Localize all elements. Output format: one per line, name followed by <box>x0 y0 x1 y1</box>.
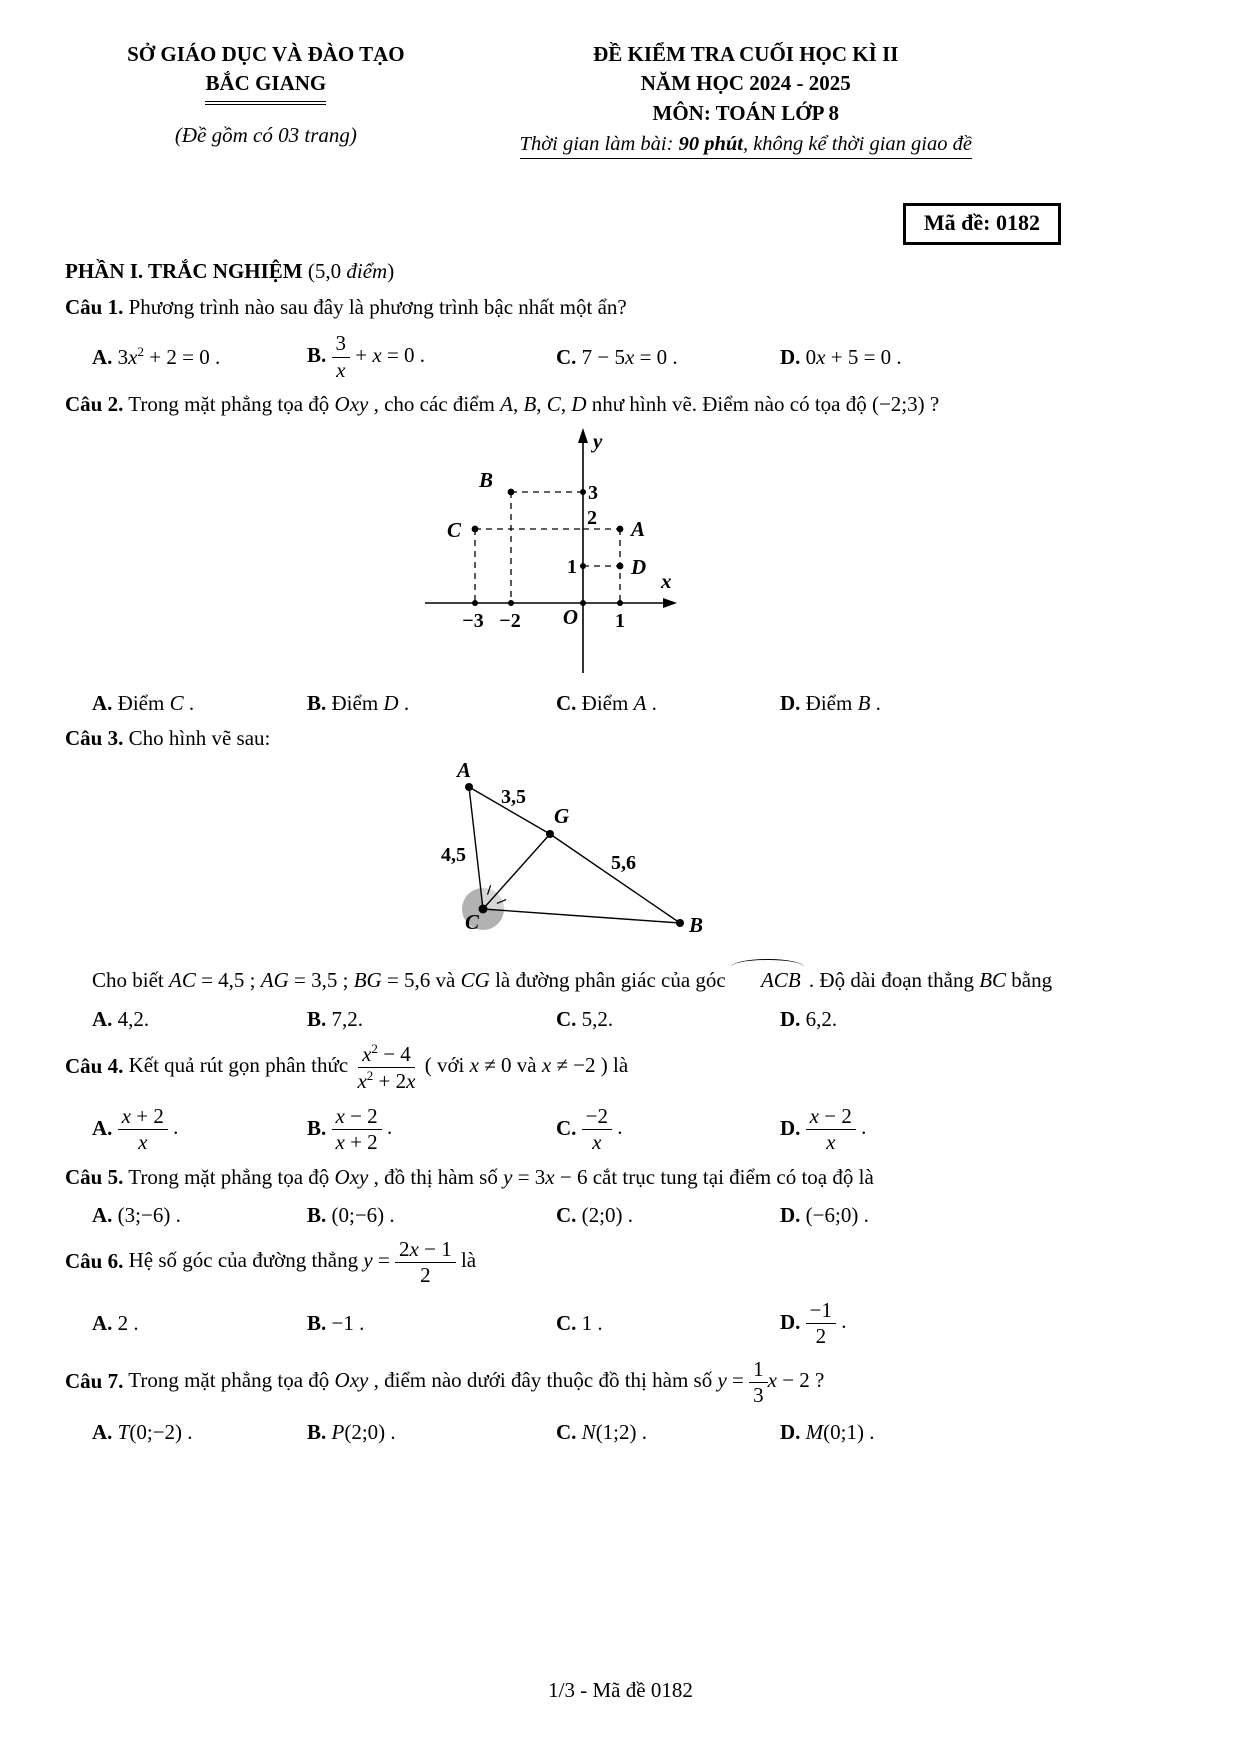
option-formula: $\frac{x - 2}{x}$ . <box>806 1115 867 1139</box>
question-4-options <box>65 1103 1181 1157</box>
question-5 <box>65 1162 1181 1231</box>
time-note: Thời gian làm bài: 90 phút, không kể thời gian giao đề <box>520 133 972 159</box>
option-text: 6,2. <box>805 1007 838 1032</box>
option-formula: −1 . <box>331 1311 365 1336</box>
option-formula: 7 − 5x = 0 . <box>581 344 678 369</box>
option-formula: $\frac{-1}{2}$ . <box>806 1309 847 1333</box>
option-letter: B. <box>307 1203 327 1228</box>
option-formula: 1 . <box>581 1311 603 1336</box>
triangle-svg <box>437 759 737 944</box>
question-6-options <box>65 1297 1181 1351</box>
triangle-figure <box>437 759 1181 950</box>
vertex-c-label: C <box>465 909 480 934</box>
question-1-label: Câu 1. <box>65 294 124 319</box>
question-4-label: Câu 4. <box>65 1053 124 1078</box>
length-ac-label: 4,5 <box>441 843 466 866</box>
option-letter: D. <box>780 1115 801 1140</box>
option-letter: D. <box>780 1419 801 1444</box>
question-2-option-d <box>780 688 1181 718</box>
option-text: (−6;0) . <box>805 1203 869 1228</box>
question-3 <box>65 723 1181 1035</box>
tick-x1-dot <box>617 600 623 606</box>
dashed-guides <box>475 492 620 603</box>
vertex-g-label: G <box>554 803 570 828</box>
question-7-option-a <box>92 1417 307 1447</box>
point-a-label: A <box>631 516 646 541</box>
option-letter: A. <box>92 344 113 369</box>
question-2-option-a <box>92 688 307 718</box>
department-line2: BẮC GIANG <box>205 69 326 104</box>
edge-gb <box>550 834 680 923</box>
option-letter: C. <box>556 1007 577 1032</box>
part1-title-text: PHẦN I. TRẮC NGHIỆM <box>65 259 303 284</box>
question-3-option-a <box>92 1004 307 1034</box>
option-letter: C. <box>556 1419 577 1444</box>
option-letter: D. <box>780 690 801 715</box>
option-letter: D. <box>780 1007 801 1032</box>
header-right <box>467 40 1025 159</box>
tick-xneg3-label: −3 <box>462 609 484 632</box>
point-a-dot <box>617 525 624 532</box>
question-4-option-a <box>92 1103 307 1157</box>
length-ag-label: 3,5 <box>501 785 526 808</box>
part1-points: (5,0 điểm) <box>307 259 395 284</box>
option-text: (0;−6) . <box>331 1203 395 1228</box>
question-3-option-b <box>307 1004 556 1034</box>
question-4 <box>65 1040 1181 1157</box>
option-letter: A. <box>92 1203 113 1228</box>
option-formula: $\frac{3}{x}$ + x = 0 . <box>332 343 426 367</box>
question-7-text: Trong mặt phẳng tọa độ Oxy , điểm nào dưới đây thuộc đồ thị hàm số y = $\frac{1}{3}$ x − 2 ? <box>128 1356 825 1408</box>
question-4-text: Kết quả rút gọn phân thức $\frac{x^2 - 4}{x^2 + 2x}$ ( với x ≠ 0 và x ≠ −2 ) là <box>128 1040 629 1094</box>
option-formula: $\frac{-2}{x}$ . <box>582 1115 623 1139</box>
pages-note: (Đề gồm có 03 trang) <box>174 122 357 147</box>
option-letter: B. <box>307 1115 327 1140</box>
option-text: T(0;−2) . <box>117 1419 193 1444</box>
question-3-given: Cho biết AC = 4,5 ; AG = 3,5 ; BG = 5,6 và CG là đường phân giác của góc ACB . Độ dài đoạn thẳng BC bằng <box>65 962 1181 998</box>
point-c-label: C <box>446 517 461 542</box>
point-b-label: B <box>478 467 493 492</box>
question-2 <box>65 389 1181 718</box>
question-5-option-c <box>556 1200 780 1230</box>
edge-cb <box>483 909 680 923</box>
question-7-options <box>65 1417 1181 1447</box>
question-2-options <box>65 688 1181 718</box>
exam-title-line3: MÔN: TOÁN LỚP 8 <box>652 100 839 125</box>
point-b-dot <box>508 488 515 495</box>
option-formula: $\frac{x - 2}{x + 2}$ . <box>332 1115 393 1139</box>
tick-y1-label: 1 <box>567 555 577 578</box>
question-6-option-c <box>556 1308 780 1338</box>
option-text: P(2;0) . <box>331 1419 396 1444</box>
option-letter: A. <box>92 1007 113 1032</box>
tick-y3-dot <box>580 489 586 495</box>
exam-title-line1: ĐỀ KIỂM TRA CUỐI HỌC KÌ II <box>593 42 899 66</box>
question-5-label: Câu 5. <box>65 1164 124 1189</box>
header-left <box>65 40 467 159</box>
length-gb-label: 5,6 <box>611 851 636 874</box>
tick-y3-label: 3 <box>588 481 598 504</box>
option-text: M(0;1) . <box>805 1419 875 1444</box>
department-line1: SỞ GIÁO DỤC VÀ ĐÀO TẠO <box>127 42 405 66</box>
question-1-option-b <box>307 330 556 384</box>
option-letter: B. <box>307 342 327 367</box>
question-1-options <box>65 330 1181 384</box>
x-axis-label: x <box>661 568 672 593</box>
option-text: Điểm D . <box>331 690 410 715</box>
question-7-option-b <box>307 1417 556 1447</box>
tick-xneg2-label: −2 <box>499 609 521 632</box>
option-letter: B. <box>307 1007 327 1032</box>
question-2-text: Trong mặt phẳng tọa độ Oxy , cho các điểm A, B, C, D như hình vẽ. Điểm nào có tọa độ (−2;3) ? <box>128 392 940 417</box>
question-6-text: Hệ số góc của đường thẳng y = $\frac{2x - 1}{2}$ là <box>128 1236 477 1288</box>
coordinate-plane-figure <box>423 425 1181 681</box>
edge-cg <box>483 834 550 909</box>
question-2-option-b <box>307 688 556 718</box>
question-3-option-c <box>556 1004 780 1034</box>
vertex-b-label: B <box>689 912 704 937</box>
option-text: (3;−6) . <box>117 1203 181 1228</box>
question-1-option-d <box>780 342 1181 372</box>
question-1-option-a <box>92 342 307 372</box>
question-1 <box>65 292 1181 385</box>
option-formula: 2 . <box>117 1311 139 1336</box>
question-3-text: Cho hình vẽ sau: <box>128 726 271 751</box>
option-formula: $\frac{x + 2}{x}$ . <box>118 1115 179 1139</box>
question-7-option-d <box>780 1417 1181 1447</box>
vertex-a-label: A <box>457 758 472 782</box>
page-footer: 1/3 - Mã đề 0182 <box>548 1678 693 1702</box>
vertex-c-dot <box>479 904 488 913</box>
vertex-g-dot <box>546 830 554 838</box>
question-7 <box>65 1356 1181 1447</box>
exam-code-wrap <box>65 203 1181 245</box>
coordinate-plane-svg <box>423 425 685 675</box>
option-letter: C. <box>556 1203 577 1228</box>
question-5-text: Trong mặt phẳng tọa độ Oxy , đồ thị hàm số y = 3x − 6 cắt trục tung tại điểm có toạ độ là <box>128 1164 874 1189</box>
tick-xneg2-dot <box>508 600 514 606</box>
question-6-label: Câu 6. <box>65 1248 124 1273</box>
header <box>65 40 1181 159</box>
question-4-option-d <box>780 1103 1181 1157</box>
question-6-option-d <box>780 1297 1181 1351</box>
x-axis-arrow <box>663 598 677 608</box>
option-letter: C. <box>556 1311 577 1336</box>
option-letter: C. <box>556 1115 577 1140</box>
question-1-text: Phương trình nào sau đây là phương trình bậc nhất một ẩn? <box>128 294 627 319</box>
part1-title <box>65 257 1181 286</box>
question-2-label: Câu 2. <box>65 392 124 417</box>
point-dots <box>472 488 624 605</box>
option-text: 4,2. <box>117 1007 150 1032</box>
option-letter: D. <box>780 1203 801 1228</box>
question-3-label: Câu 3. <box>65 726 124 751</box>
option-letter: A. <box>92 1311 113 1336</box>
option-letter: B. <box>307 1311 327 1336</box>
question-5-option-b <box>307 1200 556 1230</box>
option-formula: 0x + 5 = 0 . <box>805 344 902 369</box>
question-3-options <box>65 1004 1181 1034</box>
option-text: Điểm A . <box>581 690 657 715</box>
option-text: 7,2. <box>331 1007 364 1032</box>
question-1-option-c <box>556 342 780 372</box>
question-7-label: Câu 7. <box>65 1368 124 1393</box>
option-text: Điểm B . <box>805 690 881 715</box>
question-5-options <box>65 1200 1181 1230</box>
point-d-dot <box>617 562 624 569</box>
point-c-dot <box>472 525 479 532</box>
tick-y2-label: 2 <box>587 506 597 529</box>
option-text: N(1;2) . <box>581 1419 648 1444</box>
point-d-label: D <box>631 554 647 579</box>
question-5-option-d <box>780 1200 1181 1230</box>
question-3-option-d <box>780 1004 1181 1034</box>
question-6 <box>65 1236 1181 1351</box>
origin-dot <box>580 600 586 606</box>
option-letter: A. <box>92 690 113 715</box>
option-letter: D. <box>780 344 801 369</box>
option-letter: A. <box>92 1115 113 1140</box>
option-text: Điểm C . <box>117 690 195 715</box>
y-axis-label: y <box>593 428 603 453</box>
option-formula: $3x^2 + 2 = 0$ . <box>117 343 221 369</box>
option-letter: A. <box>92 1419 113 1444</box>
tick-x1-label: 1 <box>615 609 625 632</box>
option-text: (2;0) . <box>581 1203 633 1228</box>
option-letter: B. <box>307 690 327 715</box>
question-6-option-a <box>92 1308 307 1338</box>
question-6-option-b <box>307 1308 556 1338</box>
y-axis-arrow <box>578 428 588 443</box>
question-7-option-c <box>556 1417 780 1447</box>
option-letter: C. <box>556 344 577 369</box>
origin-label: O <box>562 604 578 629</box>
vertex-a-dot <box>465 783 473 791</box>
option-letter: C. <box>556 690 577 715</box>
question-5-option-a <box>92 1200 307 1230</box>
question-2-option-c <box>556 688 780 718</box>
exam-code-box: Mã đề: 0182 <box>903 203 1061 245</box>
tick-y1-dot <box>580 563 586 569</box>
exam-title-line2: NĂM HỌC 2024 - 2025 <box>640 71 851 96</box>
question-4-option-b <box>307 1103 556 1157</box>
tick-xneg3-dot <box>472 600 478 606</box>
option-letter: D. <box>780 1309 801 1334</box>
vertex-b-dot <box>676 919 684 927</box>
option-text: 5,2. <box>581 1007 614 1032</box>
option-letter: B. <box>307 1419 327 1444</box>
question-4-option-c <box>556 1103 780 1157</box>
